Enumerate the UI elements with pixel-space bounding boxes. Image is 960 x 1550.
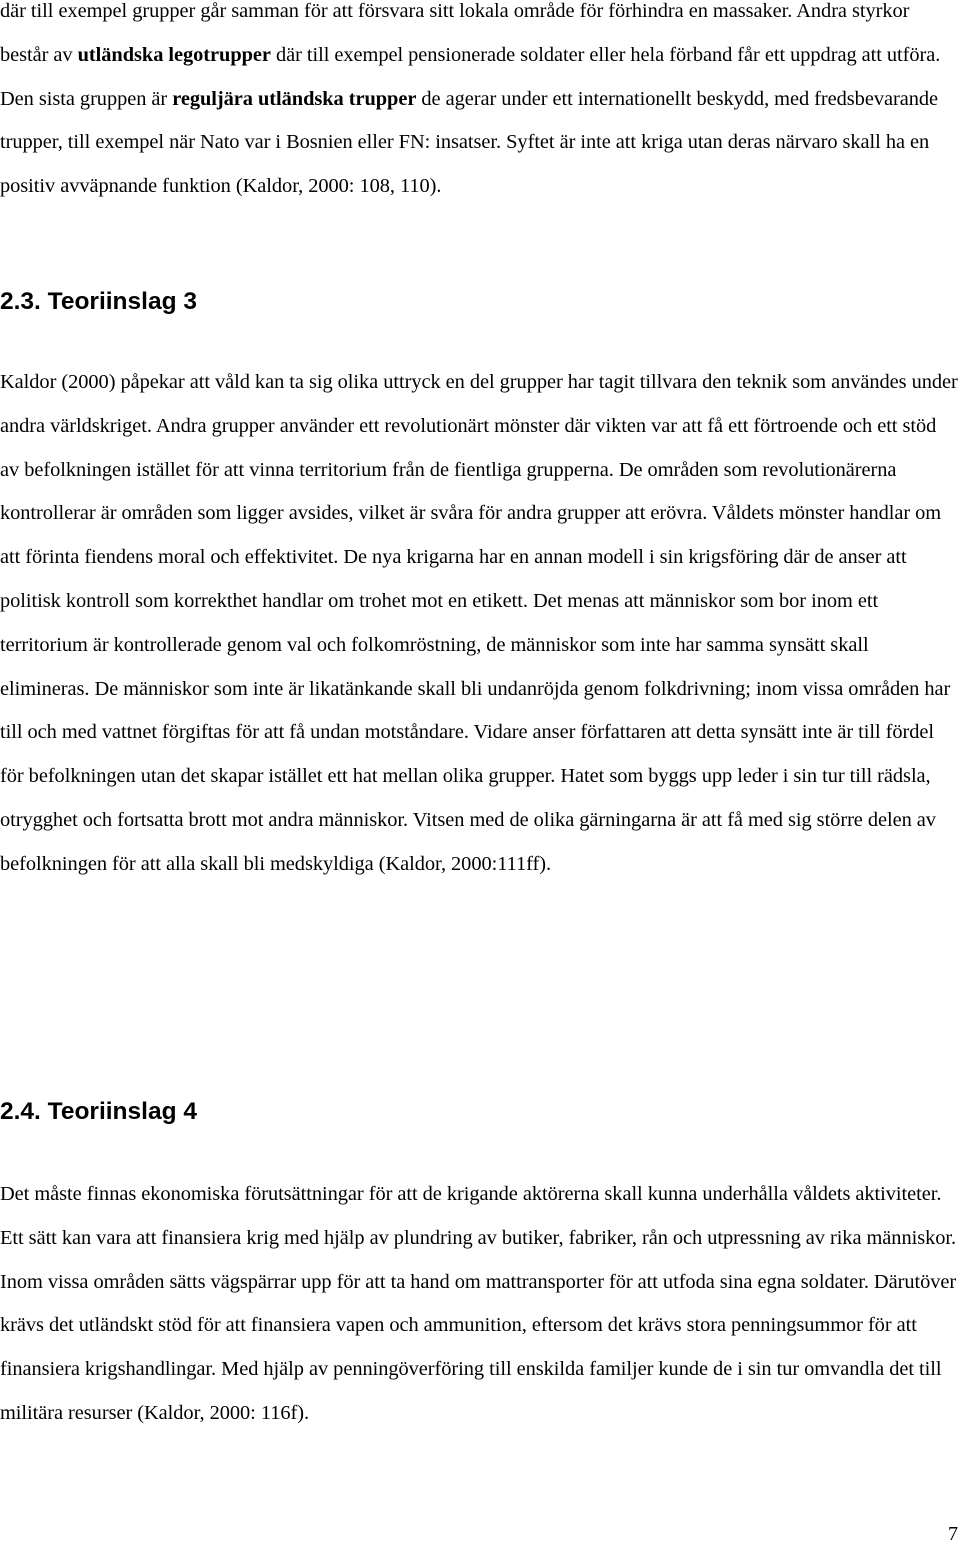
section-heading-2-4: 2.4. Teoriinslag 4	[0, 1098, 197, 1125]
page-number: 7	[948, 1523, 958, 1545]
section-heading-2-3: 2.3. Teoriinslag 3	[0, 288, 197, 315]
intro-bold-mercenaries: utländska legotrupper	[77, 43, 271, 66]
section-2-3-paragraph: Kaldor (2000) påpekar att våld kan ta sig olika uttryck en del grupper har tagit tillvara den teknik som användes under andra världskriget. Andra grupper använder ett revolutionärt mönster där vikten var att få ett förtroende och ett stöd av befolkningen istället för att vinna territorium från de fientliga grupperna. De områden som revolutionärerna kontrollerar är områden som ligger avsides, vilket är svåra för andra grupper att erövra. Våldets mönster handlar om att förinta fiendens moral och effektivitet. De nya krigarna har en annan modell i sin krigsföring där de anser att politisk kontroll som korrekthet handlar om trohet mot en etikett. Det menas att människor som bor inom ett territorium är kontrollerade genom val och folkomröstning, de människor som inte har samma synsätt skall elimineras. De människor som inte är likatänkande skall bli undanröjda genom folkdrivning; inom vissa områden har till och med vattnet förgiftas för att få undan motståndare. Vidare anser författaren att detta synsätt inte är till fördel för befolkningen utan det skapar istället ett hat mellan olika grupper. Hatet som byggs upp leder i sin tur till rädsla, otrygghet och fortsatta brott mot andra människor. Vitsen med de olika gärningarna är att få med sig större delen av befolkningen för att alla skall bli medskyldiga (Kaldor, 2000:111ff).	[0, 371, 958, 875]
intro-text-1: där till exempel grupper går samman för att försvara sitt lokala område för förhindra en massaker. Andra styrkor består av	[0, 0, 910, 66]
section-2-4-paragraph: Det måste finnas ekonomiska förutsättningar för att de krigande aktörerna skall kunna underhålla våldets aktiviteter. Ett sätt kan vara att finansiera krig med hjälp av plundring av butiker, fabriker, rån och utpressning av rika människor. Inom vissa områden sätts vägspärrar upp för att ta hand om mattransporter för att utfoda sina egna soldater. Därutöver krävs det utländskt stöd för att finansiera vapen och ammunition, eftersom det krävs stora penningsummor för att finansiera krigshandlingar. Med hjälp av penningöverföring till enskilda familjer kunde de i sin tur omvandla det till militära resurser (Kaldor, 2000: 116f).	[0, 1183, 957, 1424]
intro-bold-regular-troops: reguljära utländska trupper	[172, 87, 417, 110]
intro-text-3: de agerar under ett internationellt beskydd, med fredsbevarande trupper, till exempel när Nato var i Bosnien eller FN: insatser. Syftet är inte att kriga utan deras närvaro skall ha en positiv avväpnande funktion (Kaldor, 2000: 108, 110).	[0, 87, 938, 198]
intro-text-2: där till exempel pensionerade soldater eller hela förband får ett uppdrag att utföra. Den sista gruppen är	[0, 43, 941, 110]
intro-paragraph	[0, 0, 958, 209]
